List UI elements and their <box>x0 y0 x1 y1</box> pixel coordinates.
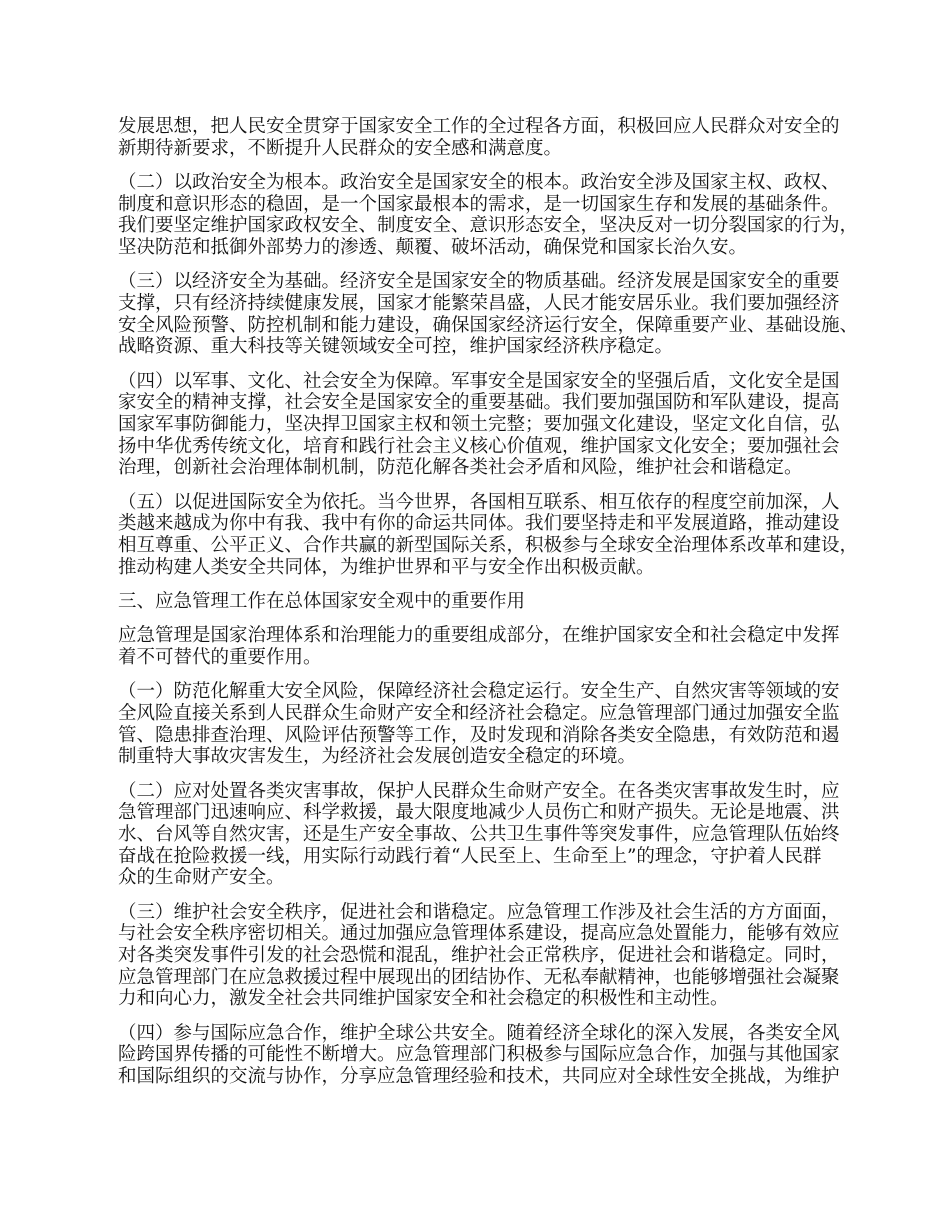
text-line: 与社会安全秩序密切相关。通过加强应急管理体系建设，提高应急处置能力，能够有效应 <box>118 923 840 945</box>
text-line: 安全风险预警、防控机制和能力建设，确保国家经济运行安全，保障重要产业、基础设施、 <box>118 314 859 336</box>
text-line: 急管理部门迅速响应、科学救援，最大限度地减少人员伤亡和财产损失。无论是地震、洪 <box>118 802 840 824</box>
text-line: 奋战在抢险救援一线，用实际行动践行着“人民至上、生命至上”的理念，守护着人民群 <box>118 845 822 867</box>
document-page <box>118 116 859 1100</box>
text-line: 发展思想，把人民安全贯穿于国家安全工作的全过程各方面，积极回应人民群众对安全的 <box>118 116 840 137</box>
text-line: 对各类突发事件引发的社会恐慌和混乱，维护社会正常秩序，促进社会和谐稳定。同时， <box>118 945 840 967</box>
text-line: （二）应对处置各类灾害事故，保护人民群众生命财产安全。在各类灾害事故发生时，应 <box>118 780 840 802</box>
text-line: 管、隐患排查治理、风险评估预警等工作，及时发现和消除各类安全隐患，有效防范和遏 <box>118 724 840 746</box>
text-line: 治理，创新社会治理体制机制，防范化解各类社会矛盾和风险，维护社会和谐稳定。 <box>118 457 803 479</box>
paragraph <box>118 1023 848 1088</box>
text-line: 类越来越成为你中有我、我中有你的命运共同体。我们要坚持走和平发展道路，推动建设 <box>118 513 840 535</box>
text-line: （二）以政治安全为根本。政治安全是国家安全的根本。政治安全涉及国家主权、政权、 <box>118 171 840 193</box>
paragraph <box>118 371 848 479</box>
text-line: 新期待新要求，不断提升人民群众的安全感和满意度。 <box>118 137 563 159</box>
text-line: 家安全的精神支撑，社会安全是国家安全的重要基础。我们要加强国防和军队建设，提高 <box>118 392 840 414</box>
paragraph <box>118 781 848 889</box>
text-line: 战略资源、重大科技等关键领域安全可控，维护国家经济秩序稳定。 <box>118 336 674 358</box>
section-heading <box>118 591 848 613</box>
text-line: （四）以军事、文化、社会安全为保障。军事安全是国家安全的坚强后盾，文化安全是国 <box>118 370 840 392</box>
text-line: （五）以促进国际安全为依托。当今世界，各国相互联系、相互依存的程度空前加深，人 <box>118 491 840 513</box>
paragraph <box>118 491 859 579</box>
text-line: 水、台风等自然灾害，还是生产安全事故、公共卫生事件等突发事件，应急管理队伍始终 <box>118 824 840 845</box>
paragraph <box>118 116 848 159</box>
text-line: 众的生命财产安全。 <box>118 867 285 889</box>
text-line: 推动构建人类安全共同体，为维护世界和平与安全作出积极贡献。 <box>118 556 655 578</box>
paragraph <box>118 681 848 768</box>
text-line: 坚决防范和抵御外部势力的渗透、颠覆、破坏活动，确保党和国家长治久安。 <box>118 237 748 259</box>
text-line: 扬中华优秀传统文化，培育和践行社会主义核心价值观，维护国家文化安全；要加强社会 <box>118 435 840 457</box>
paragraph <box>118 902 848 1010</box>
text-line: 制重特大事故灾害发生，为经济社会发展创造安全稳定的环境。 <box>118 746 637 768</box>
text-line: 全风险直接关系到人民群众生命财产安全和经济社会稳定。应急管理部门通过加强安全监 <box>118 702 840 724</box>
text-line: （三）维护社会安全秩序，促进社会和谐稳定。应急管理工作涉及社会生活的方方面面， <box>118 901 840 923</box>
text-line: 和国际组织的交流与协作，分享应急管理经验和技术，共同应对全球性安全挑战，为维护 <box>118 1066 840 1088</box>
text-line: 相互尊重、公平正义、合作共赢的新型国际关系，积极参与全球安全治理体系改革和建设， <box>118 535 859 557</box>
text-line: （一）防范化解重大安全风险，保障经济社会稳定运行。安全生产、自然灾害等领域的安 <box>118 681 840 703</box>
text-line: 力和向心力，激发全社会共同维护国家安全和社会稳定的积极性和主动性。 <box>118 988 729 1010</box>
paragraph <box>118 625 848 668</box>
text-line: 制度和意识形态的稳固，是一个国家最根本的需求，是一切国家生存和发展的基础条件。 <box>118 193 840 215</box>
text-line: （三）以经济安全为基础。经济安全是国家安全的物质基础。经济发展是国家安全的重要 <box>118 271 840 293</box>
paragraph <box>118 271 859 358</box>
text-line: 国家军事防御能力，坚决捍卫国家主权和领土完整；要加强文化建设，坚定文化自信，弘 <box>118 414 840 436</box>
text-line: 我们要坚定维护国家政权安全、制度安全、意识形态安全，坚决反对一切分裂国家的行为， <box>118 215 859 237</box>
text-line: 着不可替代的重要作用。 <box>118 647 322 668</box>
text-line: 支撑，只有经济持续健康发展，国家才能繁荣昌盛，人民才能安居乐业。我们要加强经济 <box>118 293 840 314</box>
text-line: 应急管理部门在应急救援过程中展现出的团结协作、无私奉献精神，也能够增强社会凝聚 <box>118 966 840 988</box>
text-line: 应急管理是国家治理体系和治理能力的重要组成部分，在维护国家安全和社会稳定中发挥 <box>118 625 840 647</box>
text-line: 险跨国界传播的可能性不断增大。应急管理部门积极参与国际应急合作，加强与其他国家 <box>118 1044 840 1066</box>
text-line: 三、应急管理工作在总体国家安全观中的重要作用 <box>118 591 526 613</box>
paragraph <box>118 171 859 259</box>
text-line: （四）参与国际应急合作，维护全球公共安全。随着经济全球化的深入发展，各类安全风 <box>118 1022 840 1044</box>
